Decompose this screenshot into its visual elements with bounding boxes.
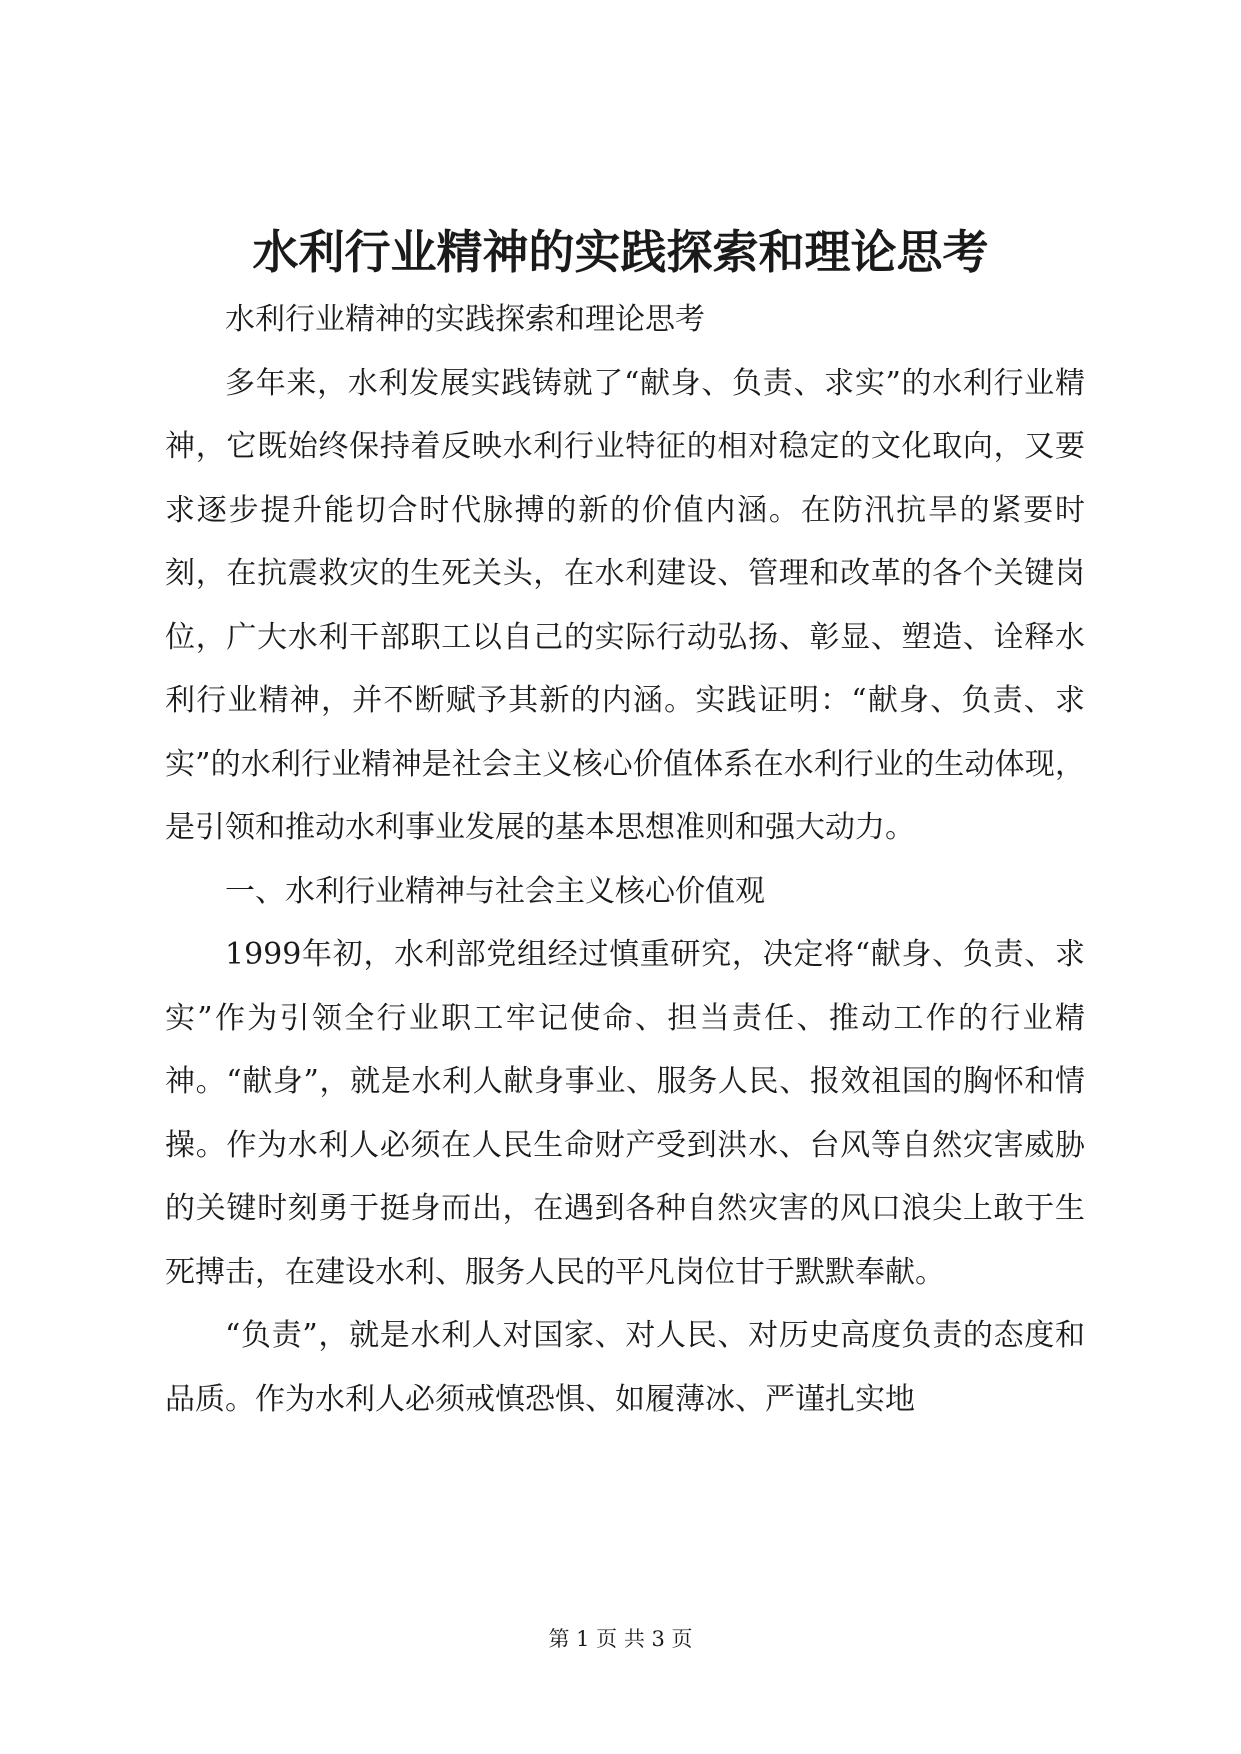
section-heading: 一、水利行业精神与社会主义核心价值观 (225, 873, 765, 909)
paragraph-subtitle: 水利行业精神的实践探索和理论思考 (225, 302, 705, 337)
paragraph-responsibility: “负责”，就是水利人对国家、对人民、对历史高度负责的态度和品质。作为水利人必须戒慎恐惧、如履薄冰、严谨扎实地 (165, 1318, 1085, 1417)
page-footer: 第 1 页 共 3 页 (548, 1627, 693, 1651)
paragraph-dedication: 1999年初，水利部党组经过慎重研究，决定将“献身、负责、求实”作为引领全行业职工牢记使命、担当责任、推动工作的行业精神。“献身”，就是水利人献身事业、服务人民、报效祖国的胸怀和情操。作为水利人必须在人民生命财产受到洪水、台风等自然灾害威胁的关键时刻勇于挺身而出，在遇到各种自然灾害的风口浪尖上敢于生死搏击，在建设水利、服务人民的平凡岗位甘于默默奉献。 (165, 937, 1085, 1290)
document-body (165, 288, 1085, 1431)
document-title: 水利行业精神的实践探索和理论思考 (252, 225, 989, 279)
paragraph-intro: 多年来，水利发展实践铸就了“献身、负责、求实”的水利行业精神，它既始终保持着反映水利行业特征的相对稳定的文化取向，又要求逐步提升能切合时代脉搏的新的价值内涵。在防汛抗旱的紧要时刻，在抗震救灾的生死关头，在水利建设、管理和改革的各个关键岗位，广大水利干部职工以自己的实际行动弘扬、彰显、塑造、诠释水利行业精神，并不断赋予其新的内涵。实践证明：“献身、负责、求实”的水利行业精神是社会主义核心价值体系在水利行业的生动体现，是引领和推动水利事业发展的基本思想准则和强大动力。 (165, 365, 1085, 845)
